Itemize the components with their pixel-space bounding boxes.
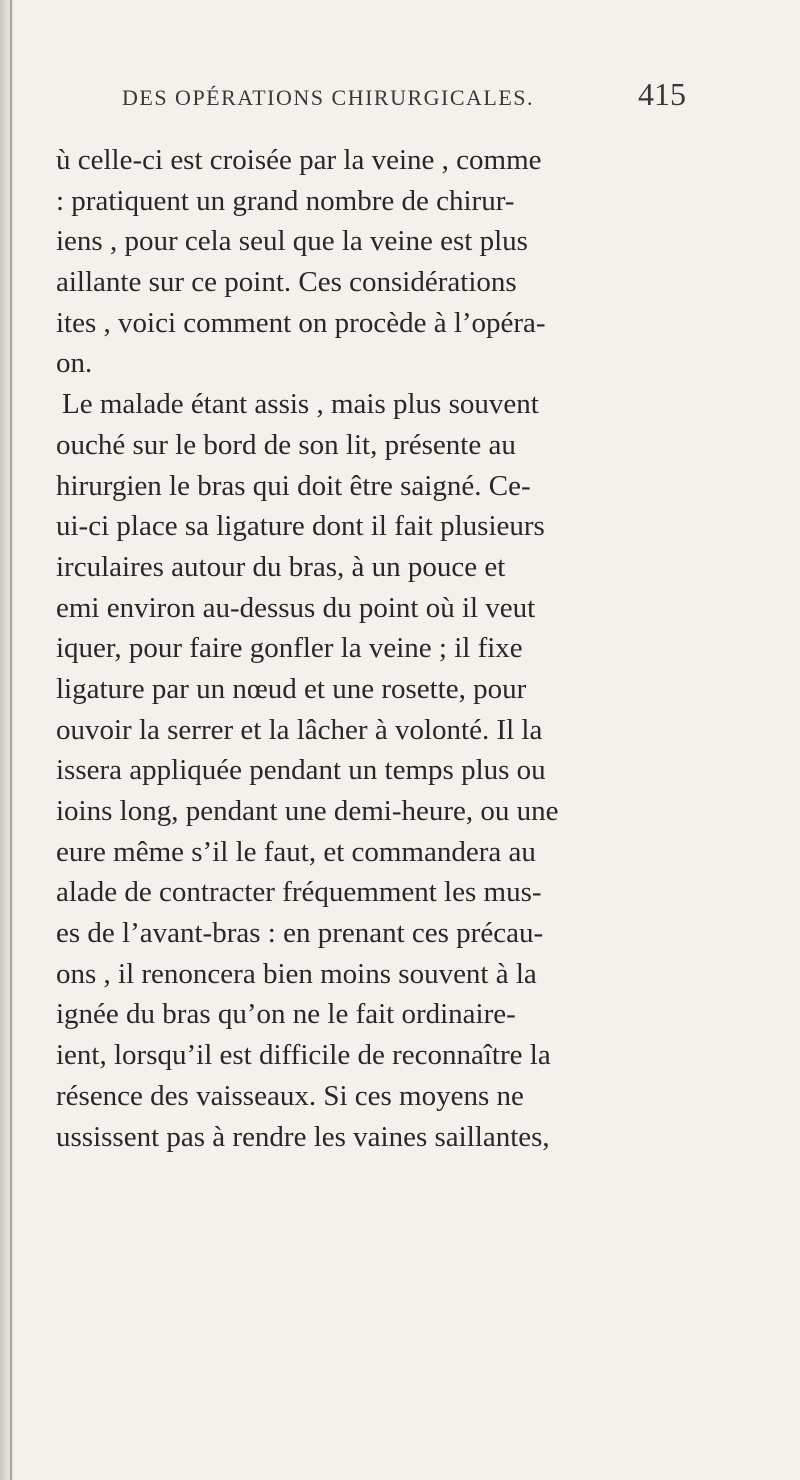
text-line: Le malade étant assis , mais plus souvent — [62, 388, 539, 421]
text-line: alade de contracter fréquemment les mus- — [56, 876, 542, 909]
binding-line — [10, 0, 12, 1480]
text-line: aillante sur ce point. Ces considérations — [56, 266, 517, 299]
text-line: ignée du bras qu’on ne le fait ordinaire- — [56, 998, 516, 1031]
running-head — [122, 76, 686, 120]
text-line: ites , voici comment on procède à l’opéra- — [56, 306, 546, 339]
text-line: es de l’avant-bras : en prenant ces précau- — [56, 917, 544, 950]
text-line: ussissent pas à rendre les vaines saillantes, — [56, 1120, 550, 1153]
text-line: irculaires autour du bras, à un pouce et — [56, 550, 506, 583]
text-line: ouché sur le bord de son lit, présente au — [56, 428, 516, 461]
text-line: eure même s’il le faut, et commandera au — [56, 835, 536, 868]
text-line: ù celle-ci est croisée par la veine , comme — [56, 144, 542, 176]
text-line: iquer, pour faire gonfler la veine ; il fixe — [56, 632, 523, 665]
text-line: ligature par un nœud et une rosette, pour — [56, 672, 527, 705]
text-line: emi environ au-dessus du point où il veut — [56, 591, 536, 624]
text-line: résence des vaisseaux. Si ces moyens ne — [56, 1079, 524, 1112]
text-block — [56, 140, 776, 1157]
text-line: : pratiquent un grand nombre de chirur- — [56, 184, 515, 217]
text-line: ui-ci place sa ligature dont il fait plusieurs — [56, 510, 545, 543]
running-title: DES OPÉRATIONS CHIRURGICALES. — [122, 85, 535, 110]
text-line: ient, lorsqu’il est difficile de reconnaître la — [56, 1039, 551, 1072]
text-line: ouvoir la serrer et la lâcher à volonté. Il la — [56, 713, 543, 746]
text-line: issera appliquée pendant un temps plus ou — [56, 754, 546, 787]
text-line: iens , pour cela seul que la veine est plus — [56, 225, 528, 258]
text-line: ioins long, pendant une demi-heure, ou une — [56, 795, 559, 827]
text-line: ons , il renoncera bien moins souvent à la — [56, 957, 537, 990]
text-line: on. — [56, 347, 93, 380]
text-line: hirurgien le bras qui doit être saigné. Ce- — [56, 469, 531, 502]
page-number: 415 — [638, 76, 686, 112]
